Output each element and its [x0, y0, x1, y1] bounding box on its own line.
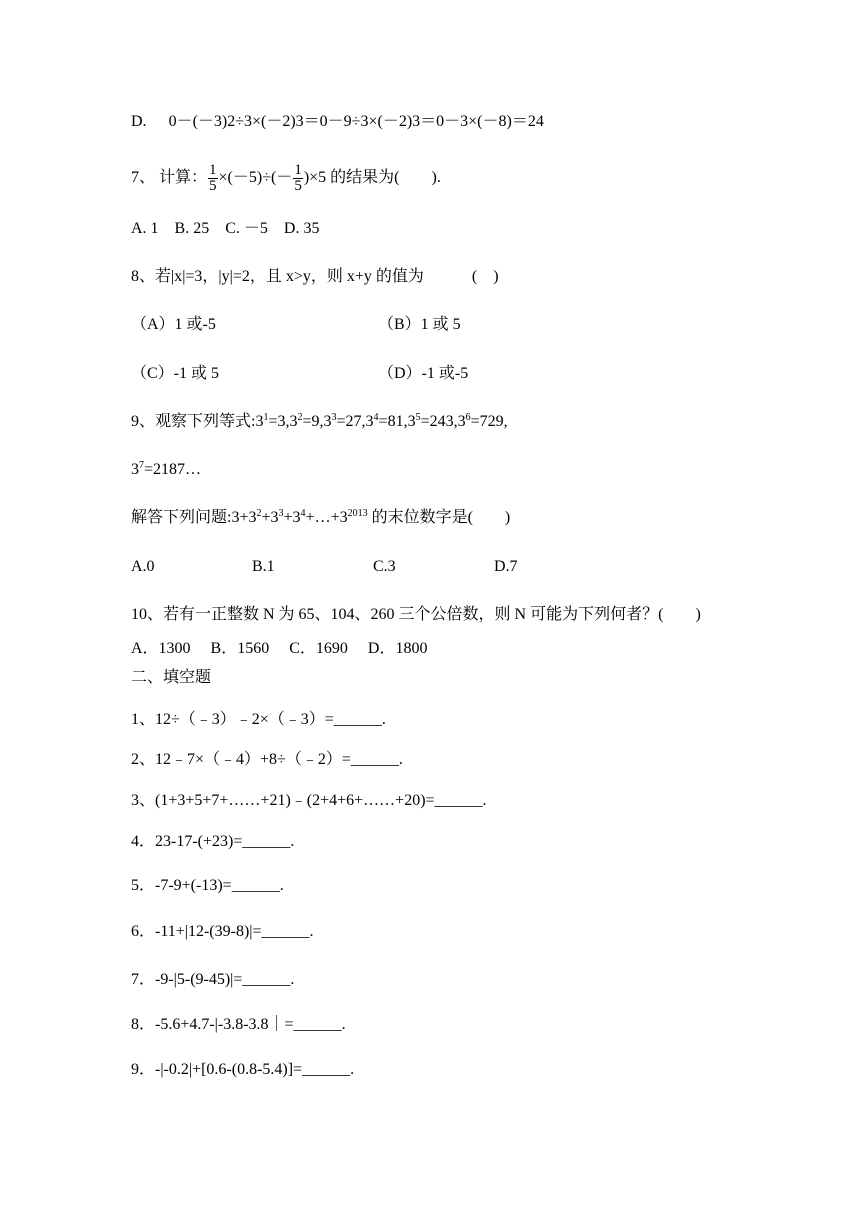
- question-8-options-row-2: [131, 364, 468, 384]
- question-9-stem-line-2: [131, 460, 201, 480]
- question-7-middle: ×(－5)÷(－: [218, 169, 293, 187]
- question-9-ask-prefix: 解答下列问题:3+3: [131, 509, 257, 526]
- question-9-ask: [131, 508, 510, 528]
- term-text: =3,3: [268, 413, 298, 430]
- question-8-option-c: （C）-1 或 5: [131, 365, 220, 382]
- fill-blank-item-5: 5．-7-9+(-13)=______.: [131, 877, 284, 894]
- fill-blank-item-4: 4．23-17-(+23)=______.: [131, 833, 295, 850]
- exponent: 3: [278, 508, 284, 519]
- exponent: 5: [415, 412, 421, 423]
- fill-blank-item-3: 3、(1+3+5+7+……+21)﹣(2+4+6+……+20)=______.: [131, 792, 487, 809]
- question-6-option-d: [131, 112, 544, 132]
- exponent: 7: [139, 460, 144, 471]
- question-7-suffix: )×5 的结果为( ).: [303, 169, 441, 187]
- question-9-options: [131, 557, 518, 577]
- fraction-numerator: 1: [294, 162, 302, 178]
- term-text: 的末位数字是( ): [367, 509, 511, 526]
- term-text: +…+3: [305, 509, 348, 526]
- question-8-option-d: （D）-1 或-5: [378, 365, 469, 382]
- fraction-one-fifth: [293, 163, 303, 194]
- exponent: 4: [373, 412, 379, 423]
- term-text: +3: [283, 509, 301, 526]
- term-text: =729,: [470, 413, 508, 430]
- question-9-stem: [131, 412, 508, 432]
- fill-blank-item-8: 8．-5.6+4.7-|-3.8-3.8｜=______.: [131, 1016, 346, 1033]
- term-text: =27,3: [336, 413, 374, 430]
- section-2-title: 二、填空题: [131, 669, 212, 686]
- exponent: 3: [331, 412, 337, 423]
- fraction-denominator: 5: [294, 178, 302, 194]
- exponent: 6: [465, 412, 471, 423]
- question-8-stem: 8、若|x|=3，|y|=2，且 x>y，则 x+y 的值为 ( ): [131, 268, 499, 285]
- exponent: 2: [256, 508, 262, 519]
- exponent: 4: [300, 508, 306, 519]
- question-9-option-b: B.1: [252, 558, 275, 575]
- fraction-numerator: 1: [209, 162, 217, 178]
- fill-blank-item-2: 2、12﹣7×（﹣4）+8÷（﹣2）=______.: [131, 751, 403, 768]
- question-10-options: A．1300 B．1560 C．1690 D．1800: [131, 640, 428, 657]
- fill-blank-item-7: 7．-9-|5-(9-45)|=______.: [131, 971, 295, 988]
- option-expression: 0－(－3)2÷3×(－2)3＝0－9÷3×(－2)3＝0－3×(－8)＝24: [168, 113, 544, 130]
- question-8-option-b: （B）1 或 5: [378, 316, 461, 333]
- term-text: =9,3: [302, 413, 332, 430]
- question-7: [131, 163, 441, 194]
- question-10-stem: 10、若有一正整数 N 为 65、104、260 三个公倍数，则 N 可能为下列何者？( ): [131, 606, 701, 623]
- fill-blank-item-9: 9．-|-0.2|+[0.6-(0.8-5.4)]=______.: [131, 1061, 355, 1078]
- question-9-option-c: C.3: [373, 558, 396, 575]
- fill-blank-item-1: 1、12÷（﹣3）﹣2×（﹣3）=______.: [131, 711, 386, 728]
- question-7-options: A. 1 B. 25 C. －5 D. 35: [131, 220, 320, 237]
- term-text: =2187…: [144, 461, 202, 478]
- fraction-denominator: 5: [209, 178, 217, 194]
- exponent: 2: [297, 412, 303, 423]
- term-text: =81,3: [378, 413, 416, 430]
- exponent: 2013: [347, 508, 368, 519]
- question-9-prefix: 9、观察下列等式:3: [131, 413, 264, 430]
- term-text: =243,3: [420, 413, 466, 430]
- question-9-option-d: D.7: [494, 558, 518, 575]
- question-9-option-a: A.0: [131, 558, 155, 575]
- question-8-options-row-1: [131, 315, 461, 335]
- question-7-prefix: 7、 计算：: [131, 169, 208, 187]
- fraction-one-fifth: [208, 163, 218, 194]
- fill-blank-item-6: 6．-11+|12-(39-8)|=______.: [131, 923, 314, 940]
- exponent: 1: [263, 412, 269, 423]
- base: 3: [131, 461, 139, 478]
- question-8-option-a: （A）1 或-5: [131, 316, 216, 333]
- term-text: +3: [261, 509, 279, 526]
- option-label: D.: [131, 113, 147, 130]
